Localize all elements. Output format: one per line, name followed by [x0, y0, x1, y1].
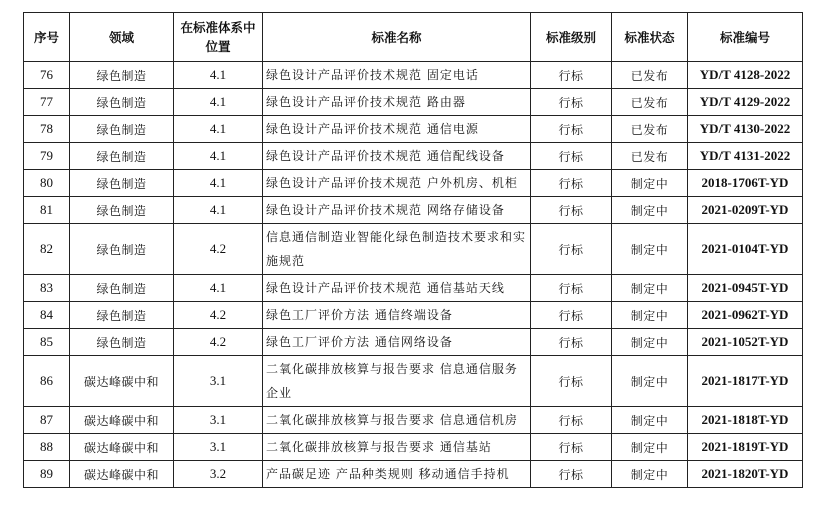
- cell-name: 绿色工厂评价方法 通信终端设备: [263, 302, 531, 329]
- header-row: [24, 13, 803, 62]
- table-row: [24, 197, 803, 224]
- cell-position: 4.1: [174, 170, 263, 197]
- cell-name: 绿色设计产品评价技术规范 网络存储设备: [263, 197, 531, 224]
- cell-code: 2021-1052T-YD: [688, 329, 803, 356]
- cell-seq: 80: [24, 170, 70, 197]
- cell-position: 4.1: [174, 143, 263, 170]
- cell-level: 行标: [531, 224, 612, 275]
- cell-status: 制定中: [612, 329, 688, 356]
- cell-domain: 绿色制造: [70, 329, 174, 356]
- cell-seq: 87: [24, 407, 70, 434]
- cell-name: 信息通信制造业智能化绿色制造技术要求和实施规范: [263, 224, 531, 275]
- cell-domain: 绿色制造: [70, 89, 174, 116]
- cell-position: 3.1: [174, 407, 263, 434]
- cell-status: 制定中: [612, 302, 688, 329]
- cell-name: 绿色设计产品评价技术规范 通信基站天线: [263, 275, 531, 302]
- cell-level: 行标: [531, 143, 612, 170]
- header-position: 在标准体系中位置: [174, 13, 263, 62]
- cell-status: 已发布: [612, 62, 688, 89]
- cell-domain: 绿色制造: [70, 197, 174, 224]
- table-row: [24, 143, 803, 170]
- cell-position: 4.1: [174, 89, 263, 116]
- cell-seq: 88: [24, 434, 70, 461]
- table-row: [24, 407, 803, 434]
- header-level: 标准级别: [531, 13, 612, 62]
- cell-seq: 83: [24, 275, 70, 302]
- header-seq: 序号: [24, 13, 70, 62]
- cell-position: 4.1: [174, 116, 263, 143]
- table-row: [24, 434, 803, 461]
- cell-position: 4.2: [174, 224, 263, 275]
- cell-domain: 碳达峰碳中和: [70, 356, 174, 407]
- cell-position: 3.2: [174, 461, 263, 488]
- cell-name: 二氧化碳排放核算与报告要求 信息通信机房: [263, 407, 531, 434]
- cell-domain: 碳达峰碳中和: [70, 461, 174, 488]
- cell-code: 2021-0104T-YD: [688, 224, 803, 275]
- cell-code: 2021-1819T-YD: [688, 434, 803, 461]
- cell-seq: 86: [24, 356, 70, 407]
- cell-level: 行标: [531, 197, 612, 224]
- cell-level: 行标: [531, 461, 612, 488]
- cell-code: YD/T 4131-2022: [688, 143, 803, 170]
- cell-level: 行标: [531, 407, 612, 434]
- cell-code: 2021-0209T-YD: [688, 197, 803, 224]
- cell-position: 3.1: [174, 434, 263, 461]
- standards-table: [23, 12, 803, 488]
- cell-name: 绿色设计产品评价技术规范 路由器: [263, 89, 531, 116]
- cell-level: 行标: [531, 170, 612, 197]
- cell-level: 行标: [531, 302, 612, 329]
- cell-seq: 89: [24, 461, 70, 488]
- cell-position: 4.2: [174, 329, 263, 356]
- cell-status: 制定中: [612, 275, 688, 302]
- cell-status: 制定中: [612, 170, 688, 197]
- table-row: [24, 224, 803, 275]
- cell-position: 4.2: [174, 302, 263, 329]
- cell-position: 4.1: [174, 275, 263, 302]
- table-row: [24, 116, 803, 143]
- cell-name: 二氧化碳排放核算与报告要求 信息通信服务企业: [263, 356, 531, 407]
- cell-seq: 78: [24, 116, 70, 143]
- cell-domain: 绿色制造: [70, 275, 174, 302]
- cell-domain: 碳达峰碳中和: [70, 407, 174, 434]
- cell-seq: 85: [24, 329, 70, 356]
- cell-code: 2021-1818T-YD: [688, 407, 803, 434]
- header-domain: 领域: [70, 13, 174, 62]
- cell-domain: 绿色制造: [70, 62, 174, 89]
- table-row: [24, 170, 803, 197]
- table-row: [24, 89, 803, 116]
- header-status: 标准状态: [612, 13, 688, 62]
- cell-level: 行标: [531, 329, 612, 356]
- cell-domain: 绿色制造: [70, 170, 174, 197]
- cell-status: 已发布: [612, 89, 688, 116]
- cell-name: 绿色设计产品评价技术规范 通信配线设备: [263, 143, 531, 170]
- cell-name: 产品碳足迹 产品种类规则 移动通信手持机: [263, 461, 531, 488]
- table-row: [24, 302, 803, 329]
- cell-code: 2021-0962T-YD: [688, 302, 803, 329]
- cell-domain: 绿色制造: [70, 116, 174, 143]
- cell-code: 2021-0945T-YD: [688, 275, 803, 302]
- cell-code: YD/T 4129-2022: [688, 89, 803, 116]
- cell-domain: 碳达峰碳中和: [70, 434, 174, 461]
- cell-status: 制定中: [612, 224, 688, 275]
- cell-level: 行标: [531, 275, 612, 302]
- header-name: 标准名称: [263, 13, 531, 62]
- table-row: [24, 329, 803, 356]
- table-row: [24, 62, 803, 89]
- cell-status: 制定中: [612, 461, 688, 488]
- cell-name: 绿色工厂评价方法 通信网络设备: [263, 329, 531, 356]
- cell-seq: 81: [24, 197, 70, 224]
- cell-domain: 绿色制造: [70, 302, 174, 329]
- cell-level: 行标: [531, 62, 612, 89]
- cell-position: 3.1: [174, 356, 263, 407]
- cell-seq: 82: [24, 224, 70, 275]
- cell-status: 制定中: [612, 356, 688, 407]
- cell-seq: 76: [24, 62, 70, 89]
- cell-status: 制定中: [612, 197, 688, 224]
- cell-code: YD/T 4130-2022: [688, 116, 803, 143]
- cell-status: 已发布: [612, 143, 688, 170]
- cell-domain: 绿色制造: [70, 143, 174, 170]
- cell-level: 行标: [531, 356, 612, 407]
- cell-code: YD/T 4128-2022: [688, 62, 803, 89]
- cell-seq: 84: [24, 302, 70, 329]
- cell-name: 绿色设计产品评价技术规范 固定电话: [263, 62, 531, 89]
- cell-position: 4.1: [174, 62, 263, 89]
- header-code: 标准编号: [688, 13, 803, 62]
- cell-status: 已发布: [612, 116, 688, 143]
- cell-level: 行标: [531, 89, 612, 116]
- cell-name: 二氧化碳排放核算与报告要求 通信基站: [263, 434, 531, 461]
- cell-seq: 77: [24, 89, 70, 116]
- table-row: [24, 461, 803, 488]
- cell-code: 2018-1706T-YD: [688, 170, 803, 197]
- cell-status: 制定中: [612, 434, 688, 461]
- cell-name: 绿色设计产品评价技术规范 户外机房、机柜: [263, 170, 531, 197]
- cell-status: 制定中: [612, 407, 688, 434]
- table-row: [24, 356, 803, 407]
- table-row: [24, 275, 803, 302]
- cell-level: 行标: [531, 116, 612, 143]
- cell-code: 2021-1820T-YD: [688, 461, 803, 488]
- cell-position: 4.1: [174, 197, 263, 224]
- cell-level: 行标: [531, 434, 612, 461]
- cell-code: 2021-1817T-YD: [688, 356, 803, 407]
- cell-domain: 绿色制造: [70, 224, 174, 275]
- cell-name: 绿色设计产品评价技术规范 通信电源: [263, 116, 531, 143]
- cell-seq: 79: [24, 143, 70, 170]
